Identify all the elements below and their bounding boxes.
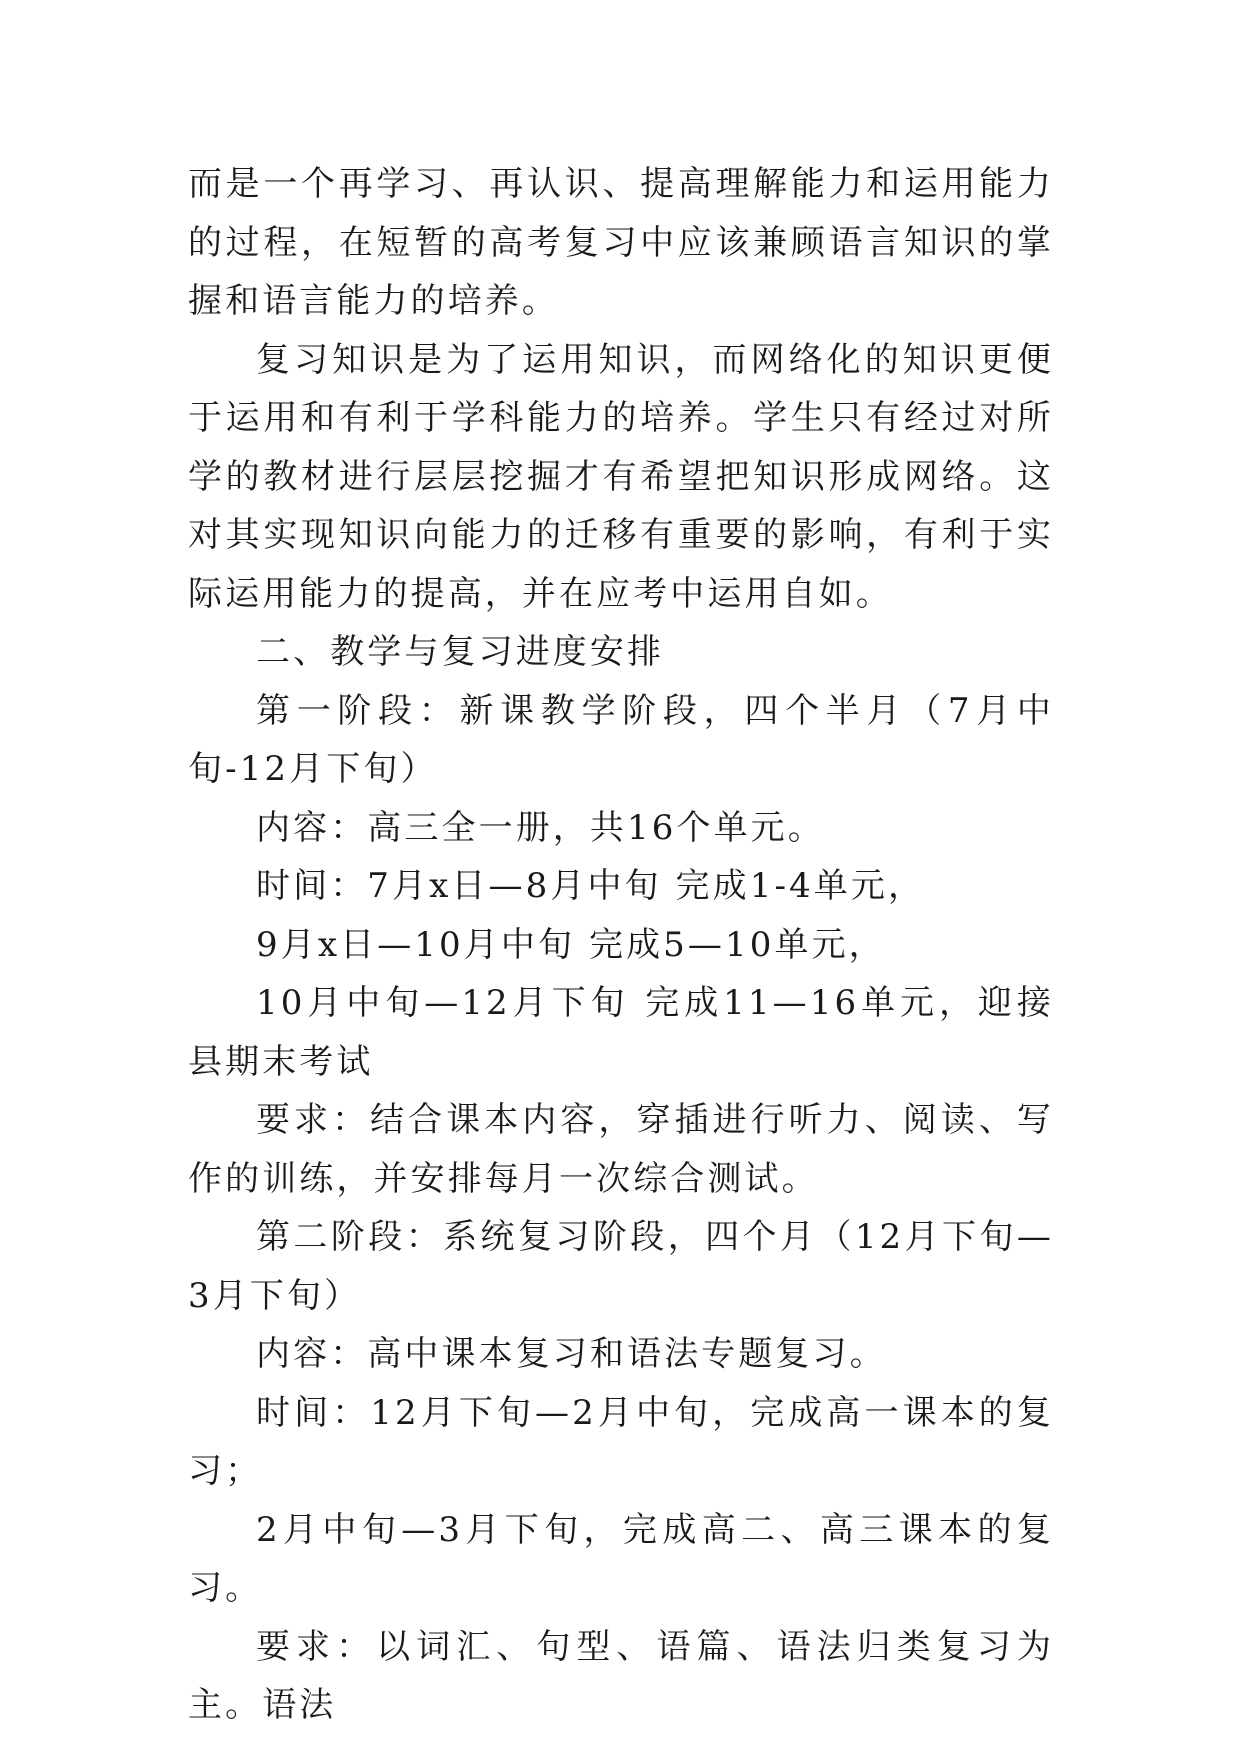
paragraph: 10月中旬—12月下旬 完成11—16单元，迎接县期末考试 bbox=[188, 983, 1054, 1082]
document-body bbox=[188, 155, 1054, 1735]
paragraph: 而是一个再学习、再认识、提高理解能力和运用能力的过程，在短暂的高考复习中应该兼顾语言知识的掌握和语言能力的培养。 bbox=[188, 164, 1054, 321]
paragraph: 时间：7月x日—8月中旬 完成1-4单元， bbox=[256, 866, 926, 906]
section-heading: 二、教学与复习进度安排 bbox=[256, 632, 665, 672]
paragraph: 内容：高三全一册，共16个单元。 bbox=[256, 807, 825, 848]
paragraph: 要求：以词汇、句型、语篇、语法归类复习为主。语法 bbox=[188, 1626, 1054, 1725]
paragraph: 2月中旬—3月下旬，完成高二、高三课本的复习。 bbox=[188, 1509, 1054, 1608]
paragraph: 要求：结合课本内容，穿插进行听力、阅读、写作的训练，并安排每月一次综合测试。 bbox=[188, 1100, 1054, 1199]
paragraph: 复习知识是为了运用知识，而网络化的知识更便于运用和有利于学科能力的培养。学生只有经过对所学的教材进行层层挖掘才有希望把知识形成网络。这对其实现知识向能力的迁移有重要的影响，有利于实际运用能力的提高，并在应考中运用自如。 bbox=[188, 339, 1054, 614]
paragraph: 时间：12月下旬—2月中旬，完成高一课本的复习； bbox=[188, 1392, 1054, 1491]
paragraph: 9月x日—10月中旬 完成5—10单元， bbox=[256, 924, 886, 965]
paragraph: 内容：高中课本复习和语法专题复习。 bbox=[256, 1334, 887, 1374]
paragraph: 第二阶段：系统复习阶段，四个月（12月下旬—3月下旬） bbox=[188, 1217, 1054, 1316]
paragraph: 第一阶段：新课教学阶段，四个半月（7月中旬-12月下旬） bbox=[188, 690, 1054, 789]
